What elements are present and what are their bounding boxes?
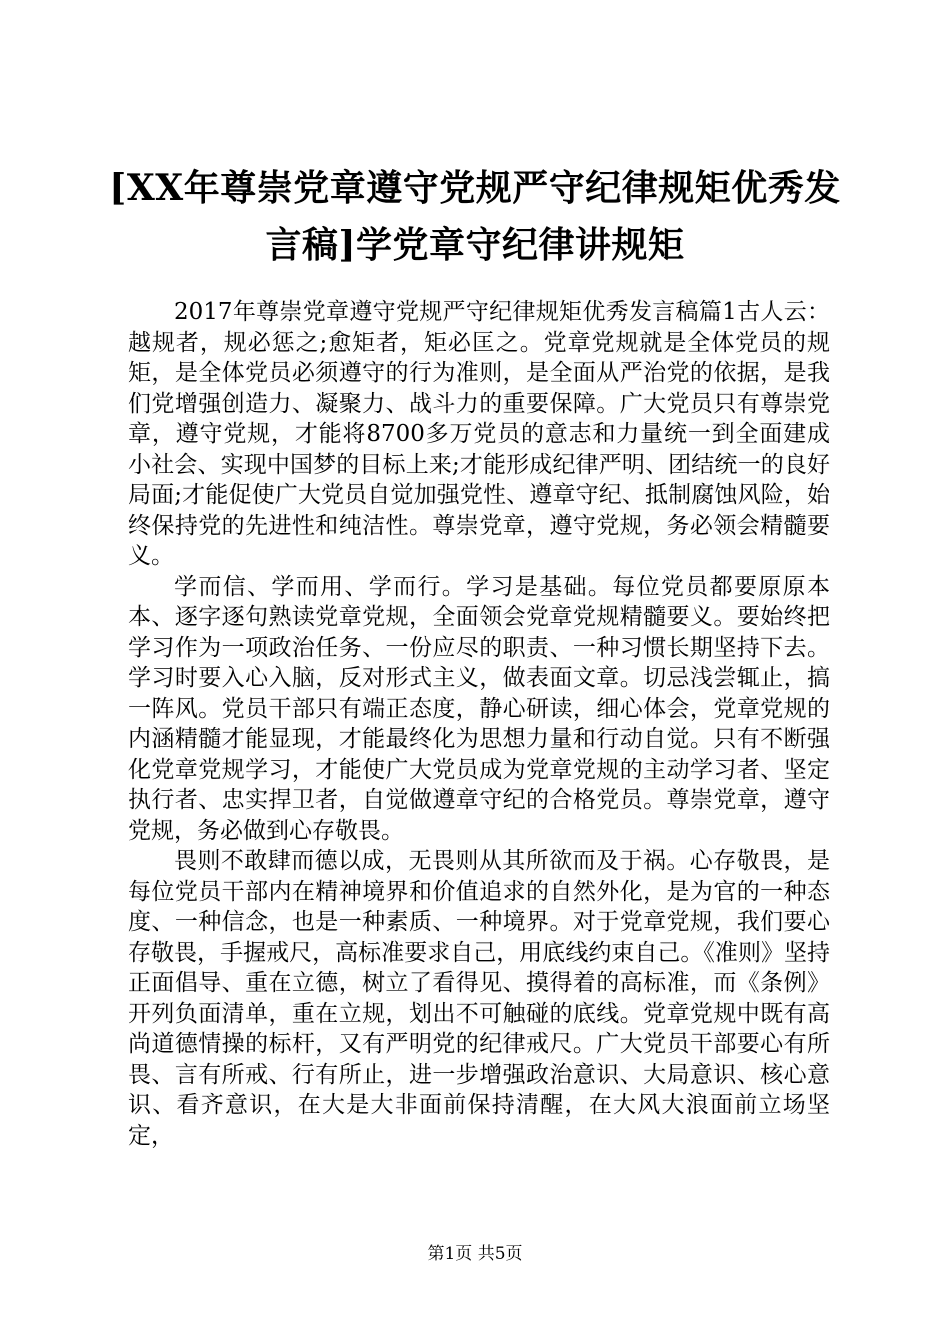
paragraph-3: 畏则不敢肆而德以成，无畏则从其所欲而及于祸。心存敬畏，是每位党员干部内在精神境界和价值追求的自然外化，是为官的一种态度、一种信念，也是一种素质、一种境界。对于党章党规，我们要心存敬畏，手握戒尺，高标准要求自己，用底线约束自己。《准则》坚持正面倡导、重在立德，树立了看得见、摸得着的高标准，而《条例》开列负面清单，重在立规，划出不可触碰的底线。党章党规中既有高尚道德情操的标杆，又有严明党的纪律戒尺。广大党员干部要心有所畏、言有所戒、行有所止，进一步增强政治意识、大局意识、核心意识、看齐意识，在大是大非面前保持清醒，在大风大浪面前立场坚定， bbox=[128, 848, 830, 1149]
document-body bbox=[128, 297, 830, 1151]
page-number-footer: 第1页 共5页 bbox=[427, 1244, 523, 1264]
document-title: [XX年尊崇党章遵守党规严守纪律规矩优秀发言稿]学党章守纪律讲规矩 bbox=[109, 167, 841, 266]
paragraph-2: 学而信、学而用、学而行。学习是基础。每位党员都要原原本本、逐字逐句熟读党章党规，全面领会党章党规精髓要义。要始终把学习作为一项政治任务、一份应尽的职责、一种习惯长期坚持下去。学习时要入心入脑，反对形式主义，做表面文章。切忌浅尝辄止，搞一阵风。党员干部只有端正态度，静心研读，细心体会，党章党规的内涵精髓才能显现，才能最终化为思想力量和行动自觉。只有不断强化党章党规学习，才能使广大党员成为党章党规的主动学习者、坚定执行者、忠实捍卫者，自觉做遵章守纪的合格党员。尊崇党章，遵守党规，务必做到心存敬畏。 bbox=[128, 573, 830, 844]
paragraph-1: 2017年尊崇党章遵守党规严守纪律规矩优秀发言稿篇1古人云：越规者，规必惩之;愈矩者，矩必匡之。党章党规就是全体党员的规矩，是全体党员必须遵守的行为准则，是全面从严治党的依据，是我们党增强创造力、凝聚力、战斗力的重要保障。广大党员只有尊崇党章，遵守党规，才能将8700多万党员的意志和力量统一到全面建成小社会、实现中国梦的目标上来;才能形成纪律严明、团结统一的良好局面;才能促使广大党员自觉加强党性、遵章守纪、抵制腐蚀风险，始终保持党的先进性和纯洁性。尊崇党章，遵守党规，务必领会精髓要义。 bbox=[128, 299, 830, 569]
